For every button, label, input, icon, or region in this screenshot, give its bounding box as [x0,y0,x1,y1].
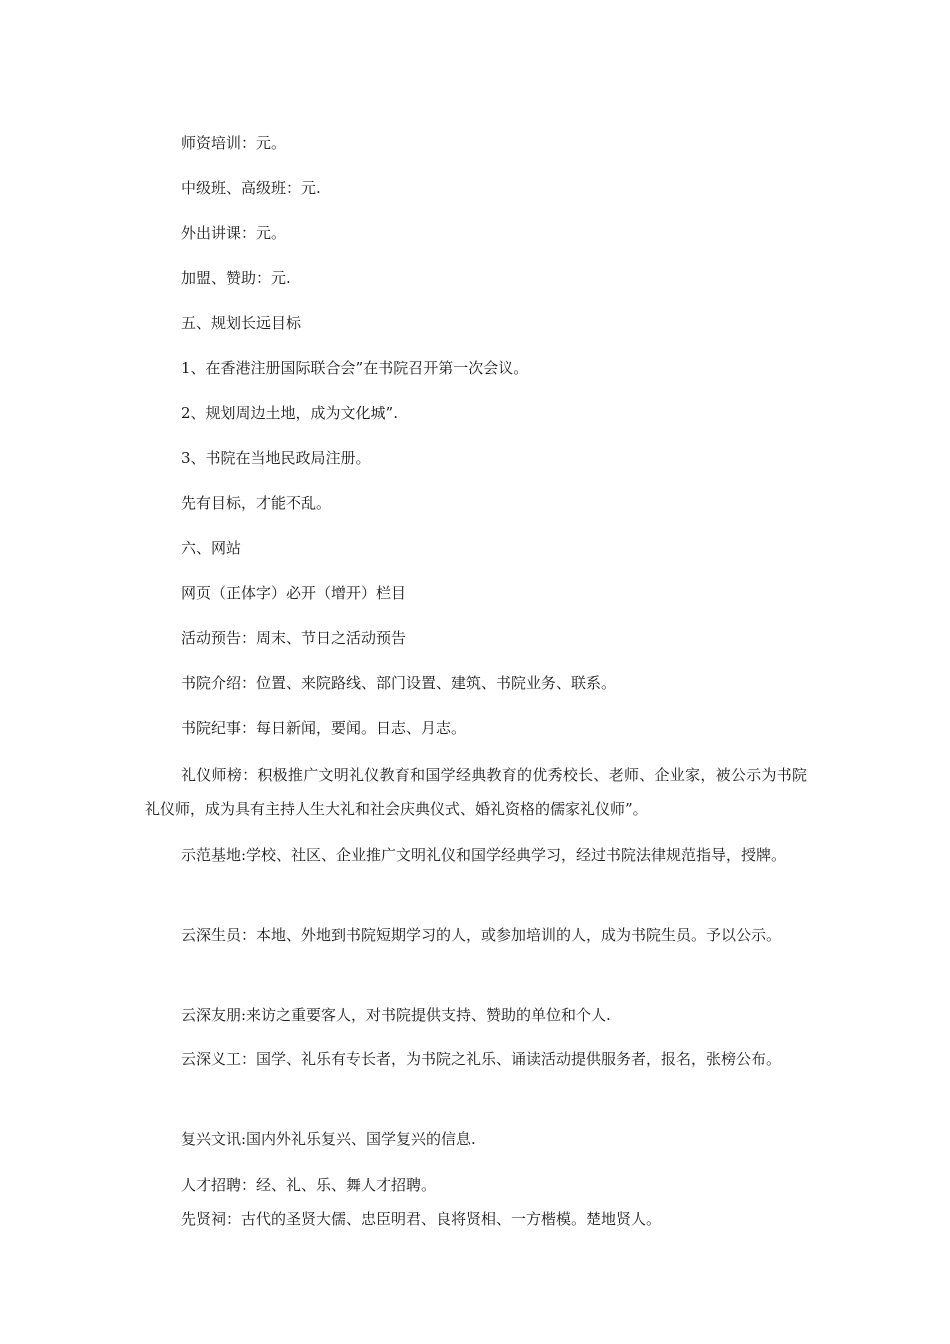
text-line: 活动预告：周末、节日之活动预告 [181,629,407,647]
paragraph: 礼仪师榜：积极推广文明礼仪教育和国学经典教育的优秀校长、老师、企业家，被公示为书院礼仪师，成为具有主持人生大礼和社会庆典仪式、婚礼资格的儒家礼仪师”。 [145,766,807,818]
text-line: 人才招聘：经、礼、乐、舞人才招聘。 [181,1176,437,1194]
list-item: 2、规划周边土地，成为文化城”. [181,404,398,422]
text-line: 中级班、高级班：元. [181,179,321,197]
text-line: 加盟、赞助：元. [181,269,291,287]
paragraph: 云深义工：国学、礼乐有专长者，为书院之礼乐、诵读活动提供服务者，报名，张榜公布。 [181,1050,782,1068]
section-heading: 五、规划长远目标 [181,314,302,332]
list-item: 3、书院在当地民政局注册。 [181,449,371,467]
list-item: 1、在香港注册国际联合会”在书院召开第一次会议。 [181,359,529,377]
text-line: 外出讲课：元。 [181,224,287,242]
paragraph: 复兴文讯:国内外礼乐复兴、国学复兴的信息. [181,1130,476,1148]
text-line: 书院纪事：每日新闻，要闻。日志、月志。 [181,719,467,737]
text-line: 师资培训：元。 [181,134,287,152]
paragraph: 云深生员：本地、外地到书院短期学习的人，或参加培训的人，成为书院生员。予以公示。 [181,926,782,944]
paragraph: 示范基地:学校、社区、企业推广文明礼仪和国学经典学习，经过书院法律规范指导，授牌。 [181,846,787,864]
text-line: 先有目标，才能不乱。 [181,494,332,512]
section-heading: 六、网站 [181,539,242,557]
text-line: 书院介绍：位置、来院路线、部门设置、建筑、书院业务、联系。 [181,674,617,692]
text-line: 网页（正体字）必开（增开）栏目 [181,584,407,602]
paragraph: 云深友朋:来访之重要客人，对书院提供支持、赞助的单位和个人. [181,1006,611,1024]
text-line: 先贤祠：古代的圣贤大儒、忠臣明君、良将贤相、一方楷模。楚地贤人。 [181,1210,662,1228]
